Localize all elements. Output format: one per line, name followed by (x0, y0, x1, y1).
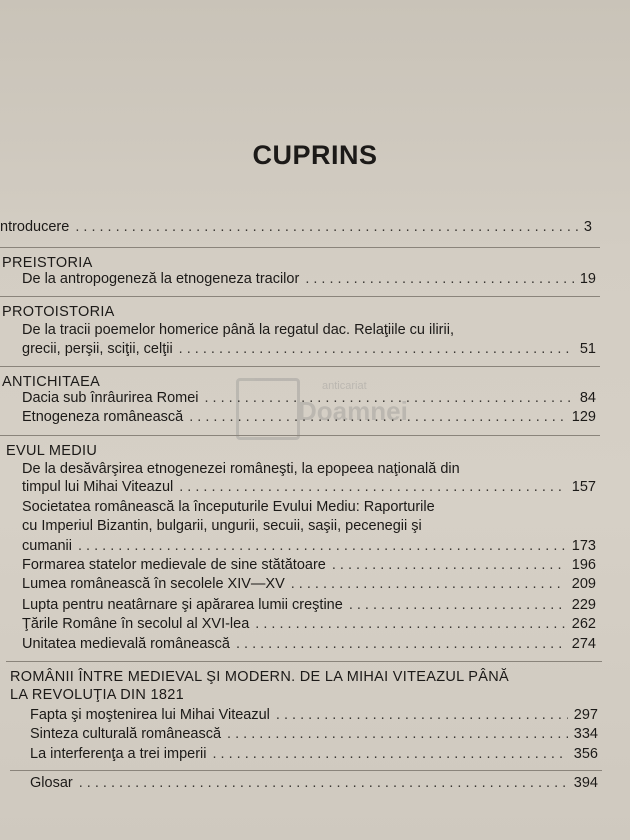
dot-leader (227, 726, 568, 742)
toc-entry-introducere (0, 219, 592, 235)
toc-entry-page: 297 (573, 707, 598, 723)
toc-entry (22, 538, 596, 554)
section-divider (0, 435, 600, 436)
toc-entry-label-line1: Societatea românească la începuturile Evului Mediu: Raporturile (22, 499, 435, 515)
toc-entry-label: Sinteza culturală românească (30, 726, 222, 742)
dot-leader (349, 597, 566, 613)
dot-leader (75, 219, 578, 235)
toc-entry-label: ntroducere (0, 219, 70, 235)
toc-entry-page: 229 (571, 597, 596, 613)
watermark-small-text: anticariat (322, 380, 367, 392)
toc-entry-label: Lupta pentru neatârnare şi apărarea lumii creştine (22, 597, 343, 613)
toc-entry-page: 196 (571, 557, 596, 573)
dot-leader (213, 746, 568, 762)
toc-entry-page: 209 (571, 576, 596, 592)
dot-leader (255, 616, 566, 632)
toc-entry-page: 334 (573, 726, 598, 742)
toc-entry-page: 84 (579, 390, 596, 406)
dot-leader (189, 409, 566, 425)
toc-entry (22, 636, 596, 652)
toc-entry (22, 390, 596, 406)
toc-entry-label: Dacia sub înrâurirea Romei (22, 390, 199, 406)
dot-leader (78, 538, 566, 554)
toc-entry-page: 173 (571, 538, 596, 554)
toc-entry-label-line1: De la desăvârşirea etnogenezei româneşti, la epopeea naţională din (22, 461, 460, 477)
toc-entry (30, 707, 598, 723)
toc-entry-page: 262 (571, 616, 596, 632)
toc-entry-label-line2: cu Imperiul Bizantin, bulgarii, ungurii, secuii, saşii, pecenegii şi (22, 518, 422, 534)
toc-entry (22, 576, 596, 592)
toc-entry (30, 746, 598, 762)
toc-entry-label: Etnogeneza românească (22, 409, 184, 425)
toc-entry-label: Lumea românească în secolele XIV—XV (22, 576, 285, 592)
toc-entry (22, 616, 596, 632)
toc-entry (22, 409, 596, 425)
toc-entry (22, 271, 596, 287)
toc-entry-label: De la antropogeneză la etnogeneza tracilor (22, 271, 300, 287)
section-heading-antichitatea: ANTICHITAEA (2, 374, 101, 390)
section-heading-romanii-line2: LA REVOLUŢIA DIN 1821 (10, 687, 184, 703)
toc-entry-page: 274 (571, 636, 596, 652)
toc-entry (22, 557, 596, 573)
toc-entry-glosar (30, 775, 598, 791)
toc-entry-label: cumanii (22, 538, 72, 554)
toc-entry-page: 157 (571, 479, 596, 495)
toc-entry-page: 356 (573, 746, 598, 762)
toc-entry-label: grecii, perşii, sciţii, celţii (22, 341, 173, 357)
toc-entry (22, 341, 596, 357)
toc-entry-label: Formarea statelor medievale de sine stătătoare (22, 557, 326, 573)
section-divider (6, 661, 602, 662)
page-title: CUPRINS (252, 140, 378, 170)
toc-entry-label: Ţările Române în secolul al XVI-lea (22, 616, 250, 632)
toc-entry-label: Fapta şi moştenirea lui Mihai Viteazul (30, 707, 270, 723)
toc-entry-label: Glosar (30, 775, 73, 791)
toc-entry (30, 726, 598, 742)
section-heading-romanii-line1: ROMÂNII ÎNTRE MEDIEVAL ŞI MODERN. DE LA MIHAI VITEAZUL PÂNĂ (10, 669, 509, 685)
section-divider (0, 247, 600, 248)
dot-leader (179, 341, 574, 357)
toc-entry-label: Unitatea medievală românească (22, 636, 230, 652)
toc-entry-label: timpul lui Mihai Viteazul (22, 479, 174, 495)
dot-leader (332, 557, 566, 573)
toc-entry-page: 51 (579, 341, 596, 357)
section-divider (0, 296, 600, 297)
toc-entry (22, 597, 596, 613)
toc-entry-page: 394 (573, 775, 598, 791)
toc-entry (22, 479, 596, 495)
section-heading-preistoria: PREISTORIA (2, 255, 93, 271)
section-divider (10, 770, 602, 771)
toc-entry-label: La interferenţa a trei imperii (30, 746, 207, 762)
toc-entry-label-line1: De la tracii poemelor homerice până la regatul dac. Relaţiile cu ilirii, (22, 322, 454, 338)
dot-leader (79, 775, 568, 791)
dot-leader (236, 636, 566, 652)
dot-leader (205, 390, 574, 406)
watermark-big-text: Doamnei (298, 396, 408, 426)
toc-entry-page: 19 (579, 271, 596, 287)
toc-entry-page: 129 (571, 409, 596, 425)
dot-leader (305, 271, 574, 287)
dot-leader (179, 479, 566, 495)
section-divider (0, 366, 600, 367)
toc-entry-page: 3 (583, 219, 592, 235)
dot-leader (276, 707, 568, 723)
dot-leader (291, 576, 566, 592)
section-heading-evul-mediu: EVUL MEDIU (6, 443, 98, 459)
section-heading-protoistoria: PROTOISTORIA (2, 304, 115, 320)
watermark-logo (236, 378, 406, 438)
